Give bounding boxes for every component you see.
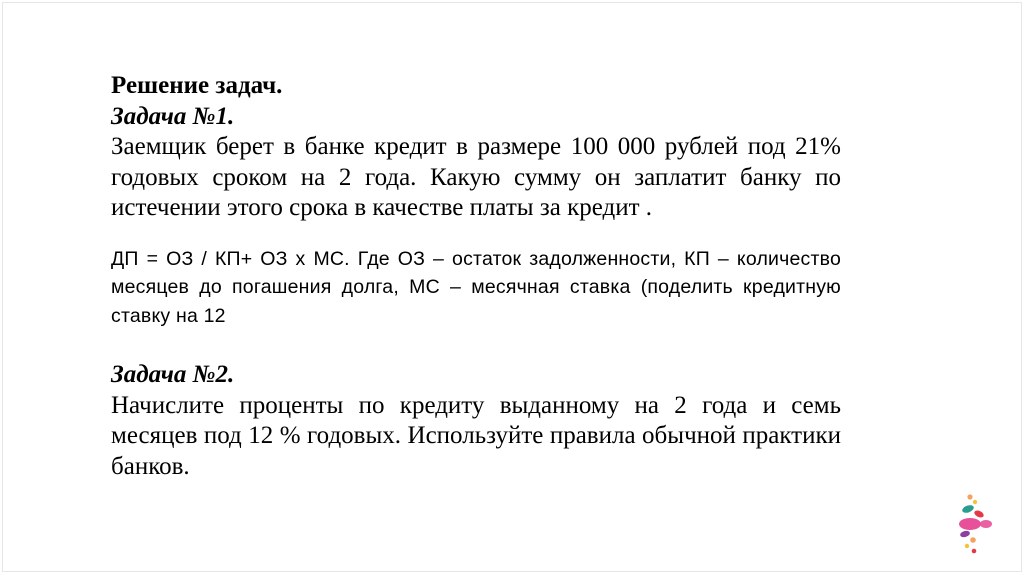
slide-heading: Решение задач. [111, 72, 283, 99]
task2-text: Начислите проценты по кредиту выданному на 2 года и семь месяцев под 12 % годовых. Используйте правила обычной практики банков. [111, 391, 841, 480]
colorful-dots-logo-icon [948, 493, 996, 555]
formula-text: ДП = ОЗ / КП+ ОЗ х МС. Где ОЗ – остаток задолженности, КП – количество месяцев до погашения долга, МС – месячная ставка (поделить кредитную ставку на 12 [111, 247, 841, 327]
slide-content [111, 71, 841, 482]
task1-title: Задача №1. [111, 102, 235, 130]
task1-text: Заемщик берет в банке кредит в размере 100 000 рублей под 21% годовых сроком на 2 года. Какую сумму он заплатит банку по истечении этого срока в качестве платы за кредит . [111, 133, 841, 221]
task2-title: Задача №2. [111, 361, 235, 388]
